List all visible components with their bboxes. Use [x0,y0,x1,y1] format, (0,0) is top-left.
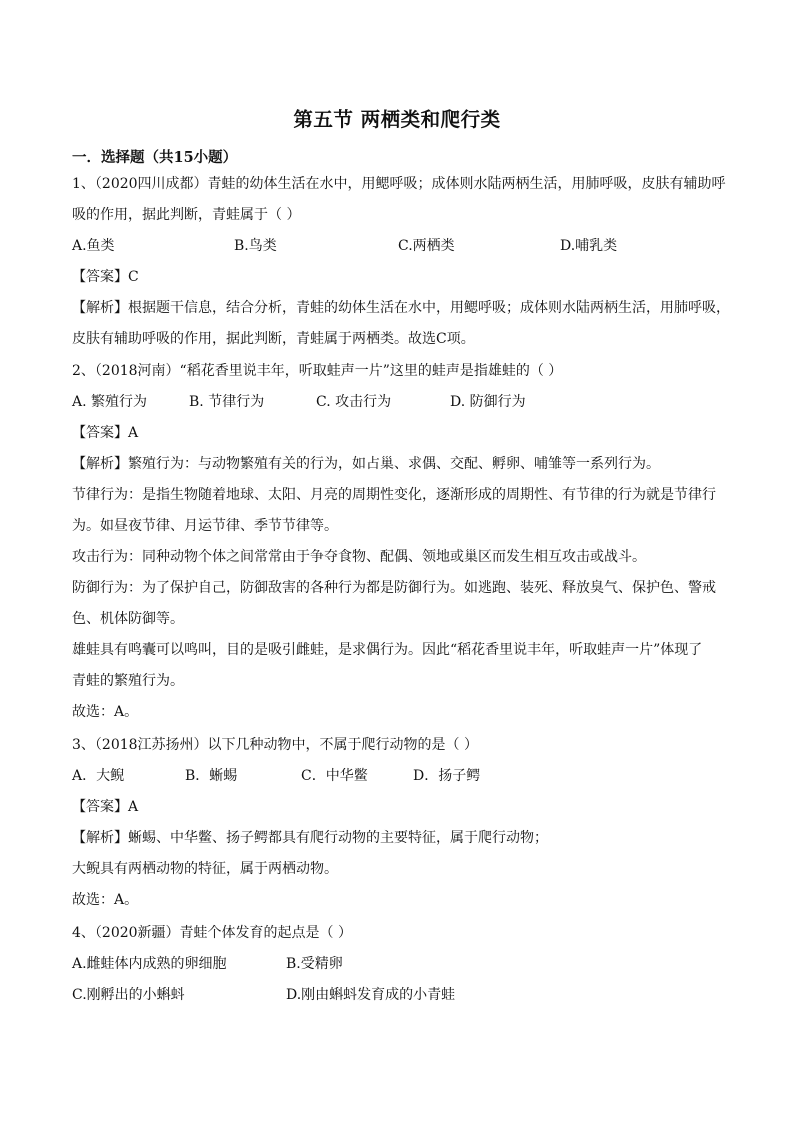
question-stem: 2、（2018河南）“稻花香里说丰年，听取蛙声一片”这里的蛙声是指雄蛙的（ ） [72,363,563,379]
analysis-text: 繁殖行为：与动物繁殖有关的行为，如占巢、求偶、交配、孵卵、哺雏等一系列行为。 [128,456,660,472]
analysis-text: 雄蛙具有鸣囊可以鸣叫，目的是吸引雌蛙，是求偶行为。因此“稻花香里说丰年，听取蛙声一片”体现了 [72,642,703,658]
question-4 [72,918,727,1011]
option-d: D.哺乳类 [560,238,618,254]
option-c: C. 攻击行为 [316,394,392,410]
analysis-text: 节律行为：是指生物随着地球、太阳、月亮的周期性变化，逐渐形成的周期性、有节律的行为就是节律行 [72,487,716,503]
analysis-line [72,823,727,854]
option-d: D. 防御行为 [450,394,526,410]
answer-line [72,418,727,449]
option-b: B.受精卵 [286,956,343,972]
question-stem: 3、（2018江苏扬州）以下几种动物中，不属于爬行动物的是（ ） [72,737,478,753]
option-b: B.鸟类 [234,238,277,254]
analysis-text: 故选：A。 [72,704,139,720]
analysis-text: 防御行为：为了保护自己，防御敌害的各种行为都是防御行为。如逃跑、装死、释放臭气、保护色、警戒 [72,580,716,596]
analysis-line [72,449,727,480]
answer-label: 【答案】 [72,425,128,441]
question-2 [72,356,727,728]
analysis-text: 蜥蜴、中华鳖、扬子鳄都具有爬行动物的主要特征，属于爬行动物； [128,830,548,846]
answer-line [72,262,727,293]
option-a: A. 繁殖行为 [72,394,148,410]
option-b: B．蜥蜴 [185,768,238,784]
option-c: C.两栖类 [398,238,455,254]
analysis-text: 大鲵具有两栖动物的特征，属于两栖动物。 [72,861,338,877]
question-3 [72,730,727,916]
option-row [72,949,727,980]
analysis-text: 色、机体防御等。 [72,611,184,627]
analysis-label: 【解析】 [72,300,128,316]
question-stem: 1、（2020四川成都）青蛙的幼体生活在水中，用鳃呼吸；成体则水陆两柄生活，用肺呼吸，皮肤有辅助呼 [72,176,726,192]
analysis-label: 【解析】 [72,456,128,472]
analysis-text: 为。如昼夜节律、月运节律、季节节律等。 [72,518,338,534]
answer-value: A [128,425,139,441]
section-heading: 一．选择题（共15小题） [72,149,238,166]
option-row [72,231,727,262]
question-stem: 4、（2020新疆）青蛙个体发育的起点是（ ） [72,925,352,941]
option-a: A.鱼类 [72,238,115,254]
option-c: C.刚孵出的小蝌蚪 [72,987,185,1003]
answer-label: 【答案】 [72,269,128,285]
question-stem: 吸的作用，据此判断，青蛙属于（ ） [72,207,301,223]
option-a: A．大鲵 [72,768,125,784]
page-title: 第五节 两栖类和爬行类 [293,108,501,131]
option-d: D.刚由蝌蚪发育成的小青蛙 [286,987,456,1003]
analysis-text: 攻击行为：同种动物个体之间常常由于争夺食物、配偶、领地或巢区而发生相互攻击或战斗。 [72,549,646,565]
option-row [72,387,727,418]
analysis-text: 皮肤有辅助呼吸的作用，据此判断，青蛙属于两栖类。故选C项。 [72,331,475,347]
analysis-line [72,293,730,324]
analysis-text: 根据题干信息，结合分析，青蛙的幼体生活在水中，用鳃呼吸；成体则水陆两柄生活，用肺呼吸， [128,300,730,316]
option-b: B. 节律行为 [189,394,265,410]
option-d: D．扬子鳄 [413,768,481,784]
answer-label: 【答案】 [72,799,128,815]
option-row [72,980,727,1011]
question-1 [72,169,730,355]
analysis-label: 【解析】 [72,830,128,846]
option-row [72,761,727,792]
option-c: C．中华鳖 [301,768,368,784]
answer-line [72,792,727,823]
answer-value: C [128,269,139,285]
analysis-text: 故选：A。 [72,892,139,908]
answer-value: A [128,799,139,815]
option-a: A.雌蛙体内成熟的卵细胞 [72,956,227,972]
analysis-text: 青蛙的繁殖行为。 [72,673,184,689]
